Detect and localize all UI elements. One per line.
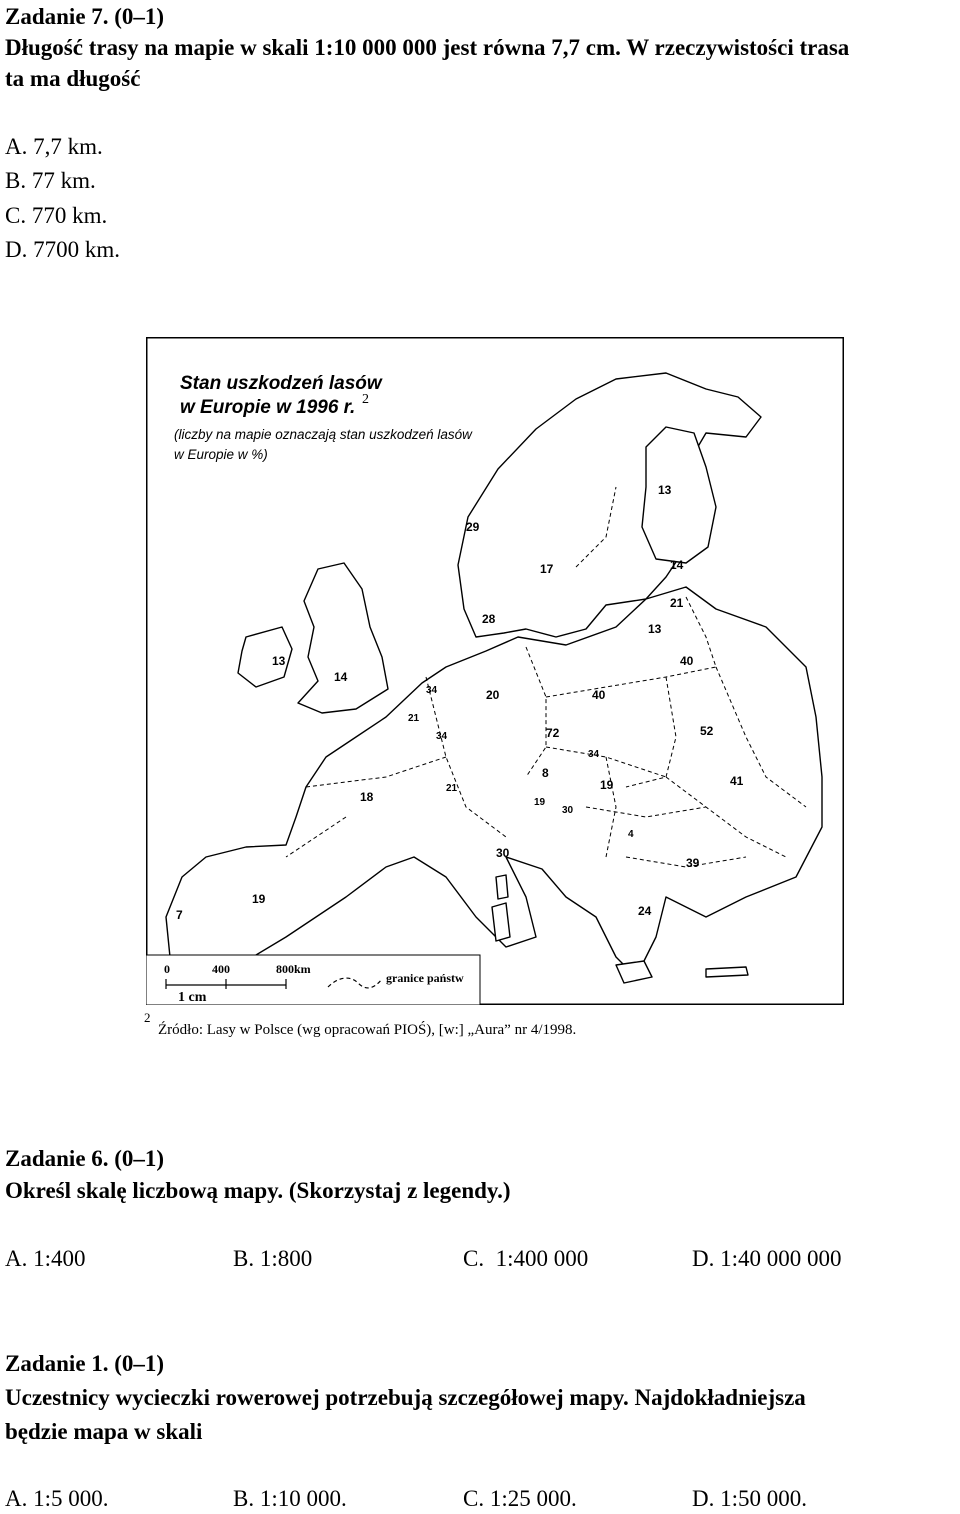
map-value: 28 <box>482 612 496 626</box>
task6-title: Zadanie 6. (0–1) <box>5 1146 165 1171</box>
task1-option-c[interactable]: C. 1:25 000. <box>463 1486 577 1511</box>
task1-question-line1: Uczestnicy wycieczki rowerowej potrzebują szczegółowej mapy. Najdokładniejsza <box>5 1385 806 1410</box>
map-value: 21 <box>408 713 420 724</box>
task1-question-line2: będzie mapa w skali <box>5 1419 203 1444</box>
scale-label-0: 0 <box>164 962 170 976</box>
map-value: 7 <box>176 908 183 922</box>
map-title-line1: Stan uszkodzeń lasów <box>180 373 382 394</box>
map-value: 30 <box>496 846 510 860</box>
source-caption: Źródło: Lasy w Polsce (wg opracowań PIOŚ), [w:] „Aura” nr 4/1998. <box>158 1022 577 1038</box>
map-value: 40 <box>592 688 606 702</box>
map-value: 14 <box>334 670 348 684</box>
task7-option-b[interactable]: B. 77 km. <box>5 168 96 193</box>
europe-forest-damage-map <box>146 337 844 1005</box>
map-value: 13 <box>272 654 286 668</box>
scale-label-800: 800km <box>276 962 311 976</box>
map-value: 40 <box>680 654 694 668</box>
map-value: 72 <box>546 726 560 740</box>
task6-option-b[interactable]: B. 1:800 <box>233 1246 313 1271</box>
map-subtitle-line2: w Europie w %) <box>174 447 268 462</box>
task6-option-a[interactable]: A. 1:400 <box>5 1246 86 1271</box>
task7-option-c[interactable]: C. 770 km. <box>5 203 108 228</box>
task7-question-line2: ta ma długość <box>5 66 141 91</box>
task7-title: Zadanie 7. (0–1) <box>5 4 165 29</box>
task7-question-line1: Długość trasy na mapie w skali 1:10 000 000 jest równa 7,7 cm. W rzeczywistości trasa <box>5 35 850 60</box>
task1-option-b[interactable]: B. 1:10 000. <box>233 1486 347 1511</box>
task6-option-d[interactable]: D. 1:40 000 000 <box>692 1246 842 1271</box>
task1-title: Zadanie 1. (0–1) <box>5 1351 165 1376</box>
map-value: 19 <box>600 778 614 792</box>
corsica-shape <box>496 875 508 899</box>
map-value: 21 <box>446 783 458 794</box>
task7-option-d[interactable]: D. 7700 km. <box>5 237 120 262</box>
map-value: 21 <box>670 596 684 610</box>
map-value: 34 <box>588 749 600 760</box>
task6-option-c[interactable]: C. 1:400 000 <box>463 1246 589 1271</box>
map-value: 19 <box>252 892 266 906</box>
map-title-line2: w Europie w 1996 r. <box>180 397 356 418</box>
map-value: 30 <box>562 805 574 816</box>
map-value: 29 <box>466 520 480 534</box>
map-value: 4 <box>628 829 634 840</box>
sardinia-shape <box>492 903 510 941</box>
task1-option-a[interactable]: A. 1:5 000. <box>5 1486 109 1511</box>
map-value: 20 <box>486 688 500 702</box>
map-value: 14 <box>670 558 684 572</box>
map-value: 39 <box>686 856 700 870</box>
map-value: 18 <box>360 790 374 804</box>
map-value: 34 <box>436 731 448 742</box>
task1-option-d[interactable]: D. 1:50 000. <box>692 1486 807 1511</box>
map-value: 41 <box>730 774 744 788</box>
crete-shape <box>706 967 748 977</box>
map-value: 24 <box>638 904 652 918</box>
scale-label-400: 400 <box>212 962 230 976</box>
source-footnote-mark: 2 <box>144 1010 151 1025</box>
map-value: 13 <box>658 483 672 497</box>
map-value: 17 <box>540 562 554 576</box>
map-value: 13 <box>648 622 662 636</box>
task6-question: Określ skalę liczbową mapy. (Skorzystaj z legendy.) <box>5 1178 511 1203</box>
map-subtitle-line1: (liczby na mapie oznaczają stan uszkodzeń lasów <box>174 427 472 442</box>
map-value: 34 <box>426 685 438 696</box>
legend-border-label: granice państw <box>386 971 464 985</box>
map-title-footnote-mark: 2 <box>362 392 369 407</box>
task7-option-a[interactable]: A. 7,7 km. <box>5 134 103 159</box>
scale-label-cm: 1 cm <box>178 990 207 1005</box>
map-value: 19 <box>534 797 546 808</box>
map-value: 52 <box>700 724 714 738</box>
map-value: 8 <box>542 766 549 780</box>
